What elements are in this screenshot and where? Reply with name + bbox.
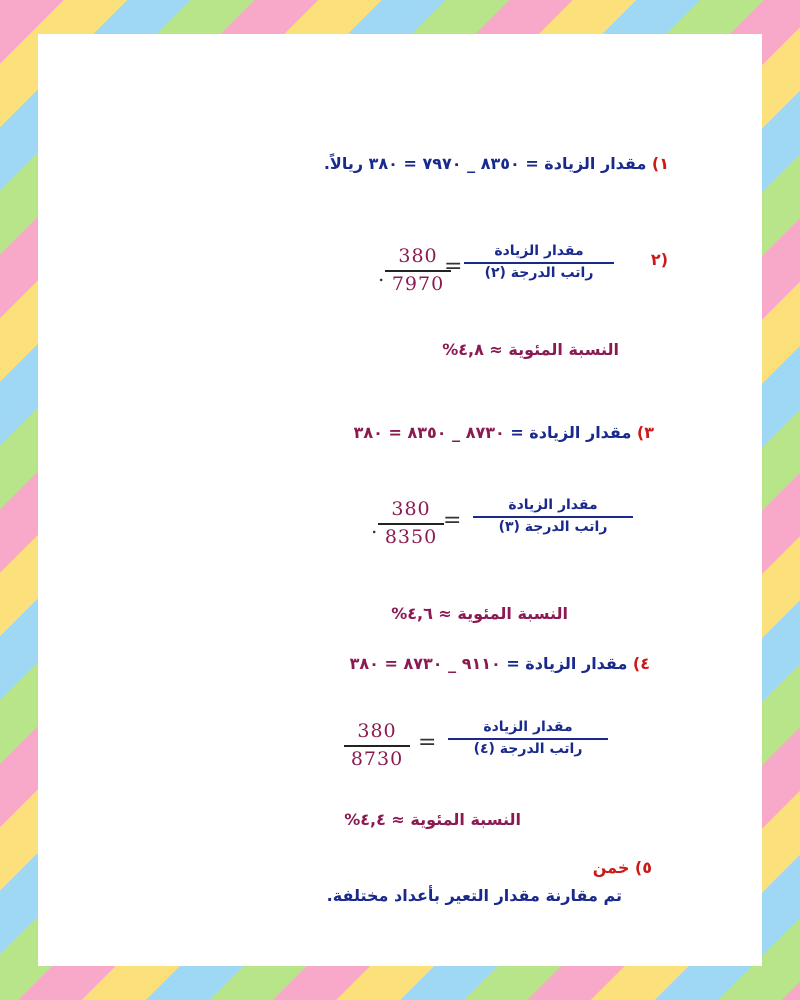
q4-number-bar xyxy=(344,745,410,747)
question-5-heading: خمن xyxy=(592,858,630,877)
q4-percent: النسبة المئوية ≈ ٤,٤% xyxy=(344,810,521,829)
q3-number-fraction xyxy=(378,498,444,550)
question-5-number: ٥) xyxy=(634,858,652,877)
q2-equals-sign: = xyxy=(444,254,463,279)
question-3-number: ٣) xyxy=(636,423,654,442)
q2-percent: النسبة المئوية ≈ ٤,٨% xyxy=(442,340,619,359)
q3-number-bar xyxy=(378,523,444,525)
worksheet-page xyxy=(38,34,762,966)
question-3-calc: ٨٧٣٠ _ ٨٣٥٠ = ٣٨٠ xyxy=(353,423,505,442)
question-1-text: مقدار الزيادة = ٨٣٥٠ _ ٧٩٧٠ = ٣٨٠ ريالاً. xyxy=(323,154,647,173)
q4-word-numerator: مقدار الزيادة xyxy=(483,719,573,735)
q4-numerator: 380 xyxy=(357,720,397,742)
question-2-number: ٢) xyxy=(650,250,668,269)
q3-denominator: 8350 xyxy=(384,525,438,548)
q2-word-numerator: مقدار الزيادة xyxy=(494,243,584,259)
q2-number-bar xyxy=(385,270,451,272)
q4-equals-sign: = xyxy=(418,730,437,755)
q2-number-fraction xyxy=(385,245,451,297)
q3-word-denominator: راتب الدرجة (٣) xyxy=(498,518,608,535)
q2-word-denominator: راتب الدرجة (٢) xyxy=(484,264,594,281)
q2-fraction-bar xyxy=(464,262,614,264)
q3-word-numerator: مقدار الزيادة xyxy=(508,497,598,513)
question-3 xyxy=(354,423,654,442)
q4-denominator: 8730 xyxy=(350,747,404,770)
q3-equals-sign: = xyxy=(443,508,462,533)
question-4-number: ٤) xyxy=(632,654,650,673)
q4-word-denominator: راتب الدرجة (٤) xyxy=(473,740,583,757)
question-3-label: مقدار الزيادة = xyxy=(504,423,632,442)
q4-word-fraction xyxy=(448,719,608,758)
q2-decimal-dot: . xyxy=(378,262,385,286)
q2-word-fraction xyxy=(464,243,614,282)
question-4-label: مقدار الزيادة = xyxy=(500,654,628,673)
question-5-text: تم مقارنة مقدار التعير بأعداد مختلفة. xyxy=(326,886,622,905)
q4-number-fraction xyxy=(344,720,410,772)
q4-fraction-bar xyxy=(448,738,608,740)
q3-numerator: 380 xyxy=(391,498,431,520)
question-4-calc: ٩١١٠ _ ٨٧٣٠ = ٣٨٠ xyxy=(349,654,501,673)
q3-percent: النسبة المئوية ≈ ٤,٦% xyxy=(391,604,568,623)
q3-decimal-dot: . xyxy=(371,514,378,538)
q3-word-fraction xyxy=(473,497,633,536)
question-5-title xyxy=(593,858,652,877)
q3-fraction-bar xyxy=(473,516,633,518)
question-1 xyxy=(324,154,669,173)
question-4 xyxy=(350,654,650,673)
question-1-number: ١) xyxy=(651,154,669,173)
q2-numerator: 380 xyxy=(398,245,438,267)
q2-denominator: 7970 xyxy=(391,272,445,295)
